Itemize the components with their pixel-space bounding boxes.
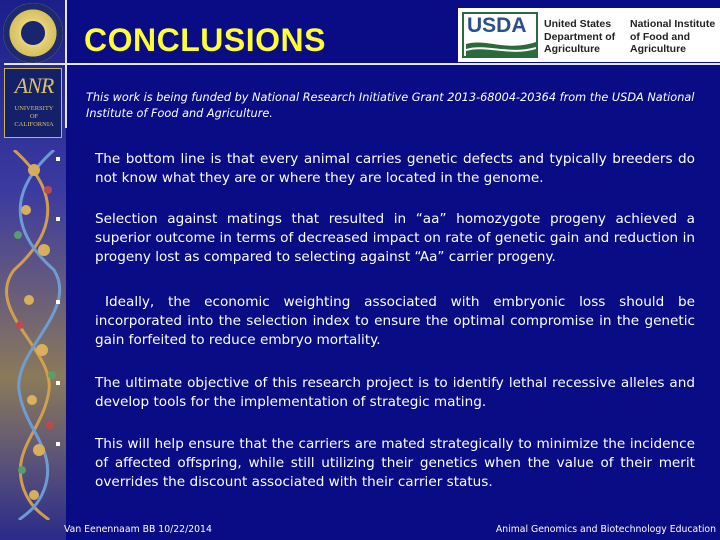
- bullet-icon: [56, 381, 60, 385]
- header-rule-horizontal: [4, 63, 720, 65]
- anr-logo: ANR UNIVERSITY OF CALIFORNIA: [4, 68, 62, 138]
- footer-author-date: Van Eenennaam BB 10/22/2014: [64, 524, 212, 535]
- usda-logo-mark: USDA: [462, 12, 538, 58]
- usda-nifa-logo: USDA United States Department of Agriculture National Institute of Food and Agriculture: [458, 8, 720, 62]
- slide-title: CONCLUSIONS: [84, 22, 326, 58]
- bullet-icon: [56, 442, 60, 446]
- bullet-icon: [56, 157, 60, 161]
- university-seal-logo: [3, 3, 63, 63]
- bullet-icon: [56, 217, 60, 221]
- bullet-icon: [56, 300, 60, 304]
- dna-helix-image: [4, 150, 66, 520]
- slide: ANR UNIVERSITY OF CALIFORNIA CONCLUSIONS USDA United States Department of Agriculture National Institute of Food and Agriculture This work is being funded by National Research Initiative Grant 2013-68004-20364 from the USDA National Institute of Food and Agriculture. The bottom line is that every animal carries genetic defects and typically breeders do not know what they are or where they are located in the genome. Selection against matings that resulted in “aa” homozygote progeny achieved a superior outcome in terms of decreased impact on rate of genetic gain and reduction in progeny lost as compared to selecting against “Aa” carrier progeny. Ideally, the economic weighting associated with embryonic loss should be incorporated into the selection index to ensure the optimal compromise in the genetic gain forfeited to reduce embryo mortality. The ultimate objective of this research project is to identify lethal recessive alleles and develop tools for the implementation of strategic mating. This will help ensure that the carriers are mated strategically to minimize the incidence of affected offspring, while still utilizing their genetics when the value of their merit overrides the discount associated with their carrier status. Van Eenennaam BB 10/22/2014 Animal Genomics and Biotechnology Education: [0, 0, 720, 540]
- funding-note: This work is being funded by National Research Initiative Grant 2013-68004-20364 from the USDA National Institute of Food and Agriculture.: [86, 91, 695, 120]
- footer-course-title: Animal Genomics and Biotechnology Education: [495, 524, 716, 535]
